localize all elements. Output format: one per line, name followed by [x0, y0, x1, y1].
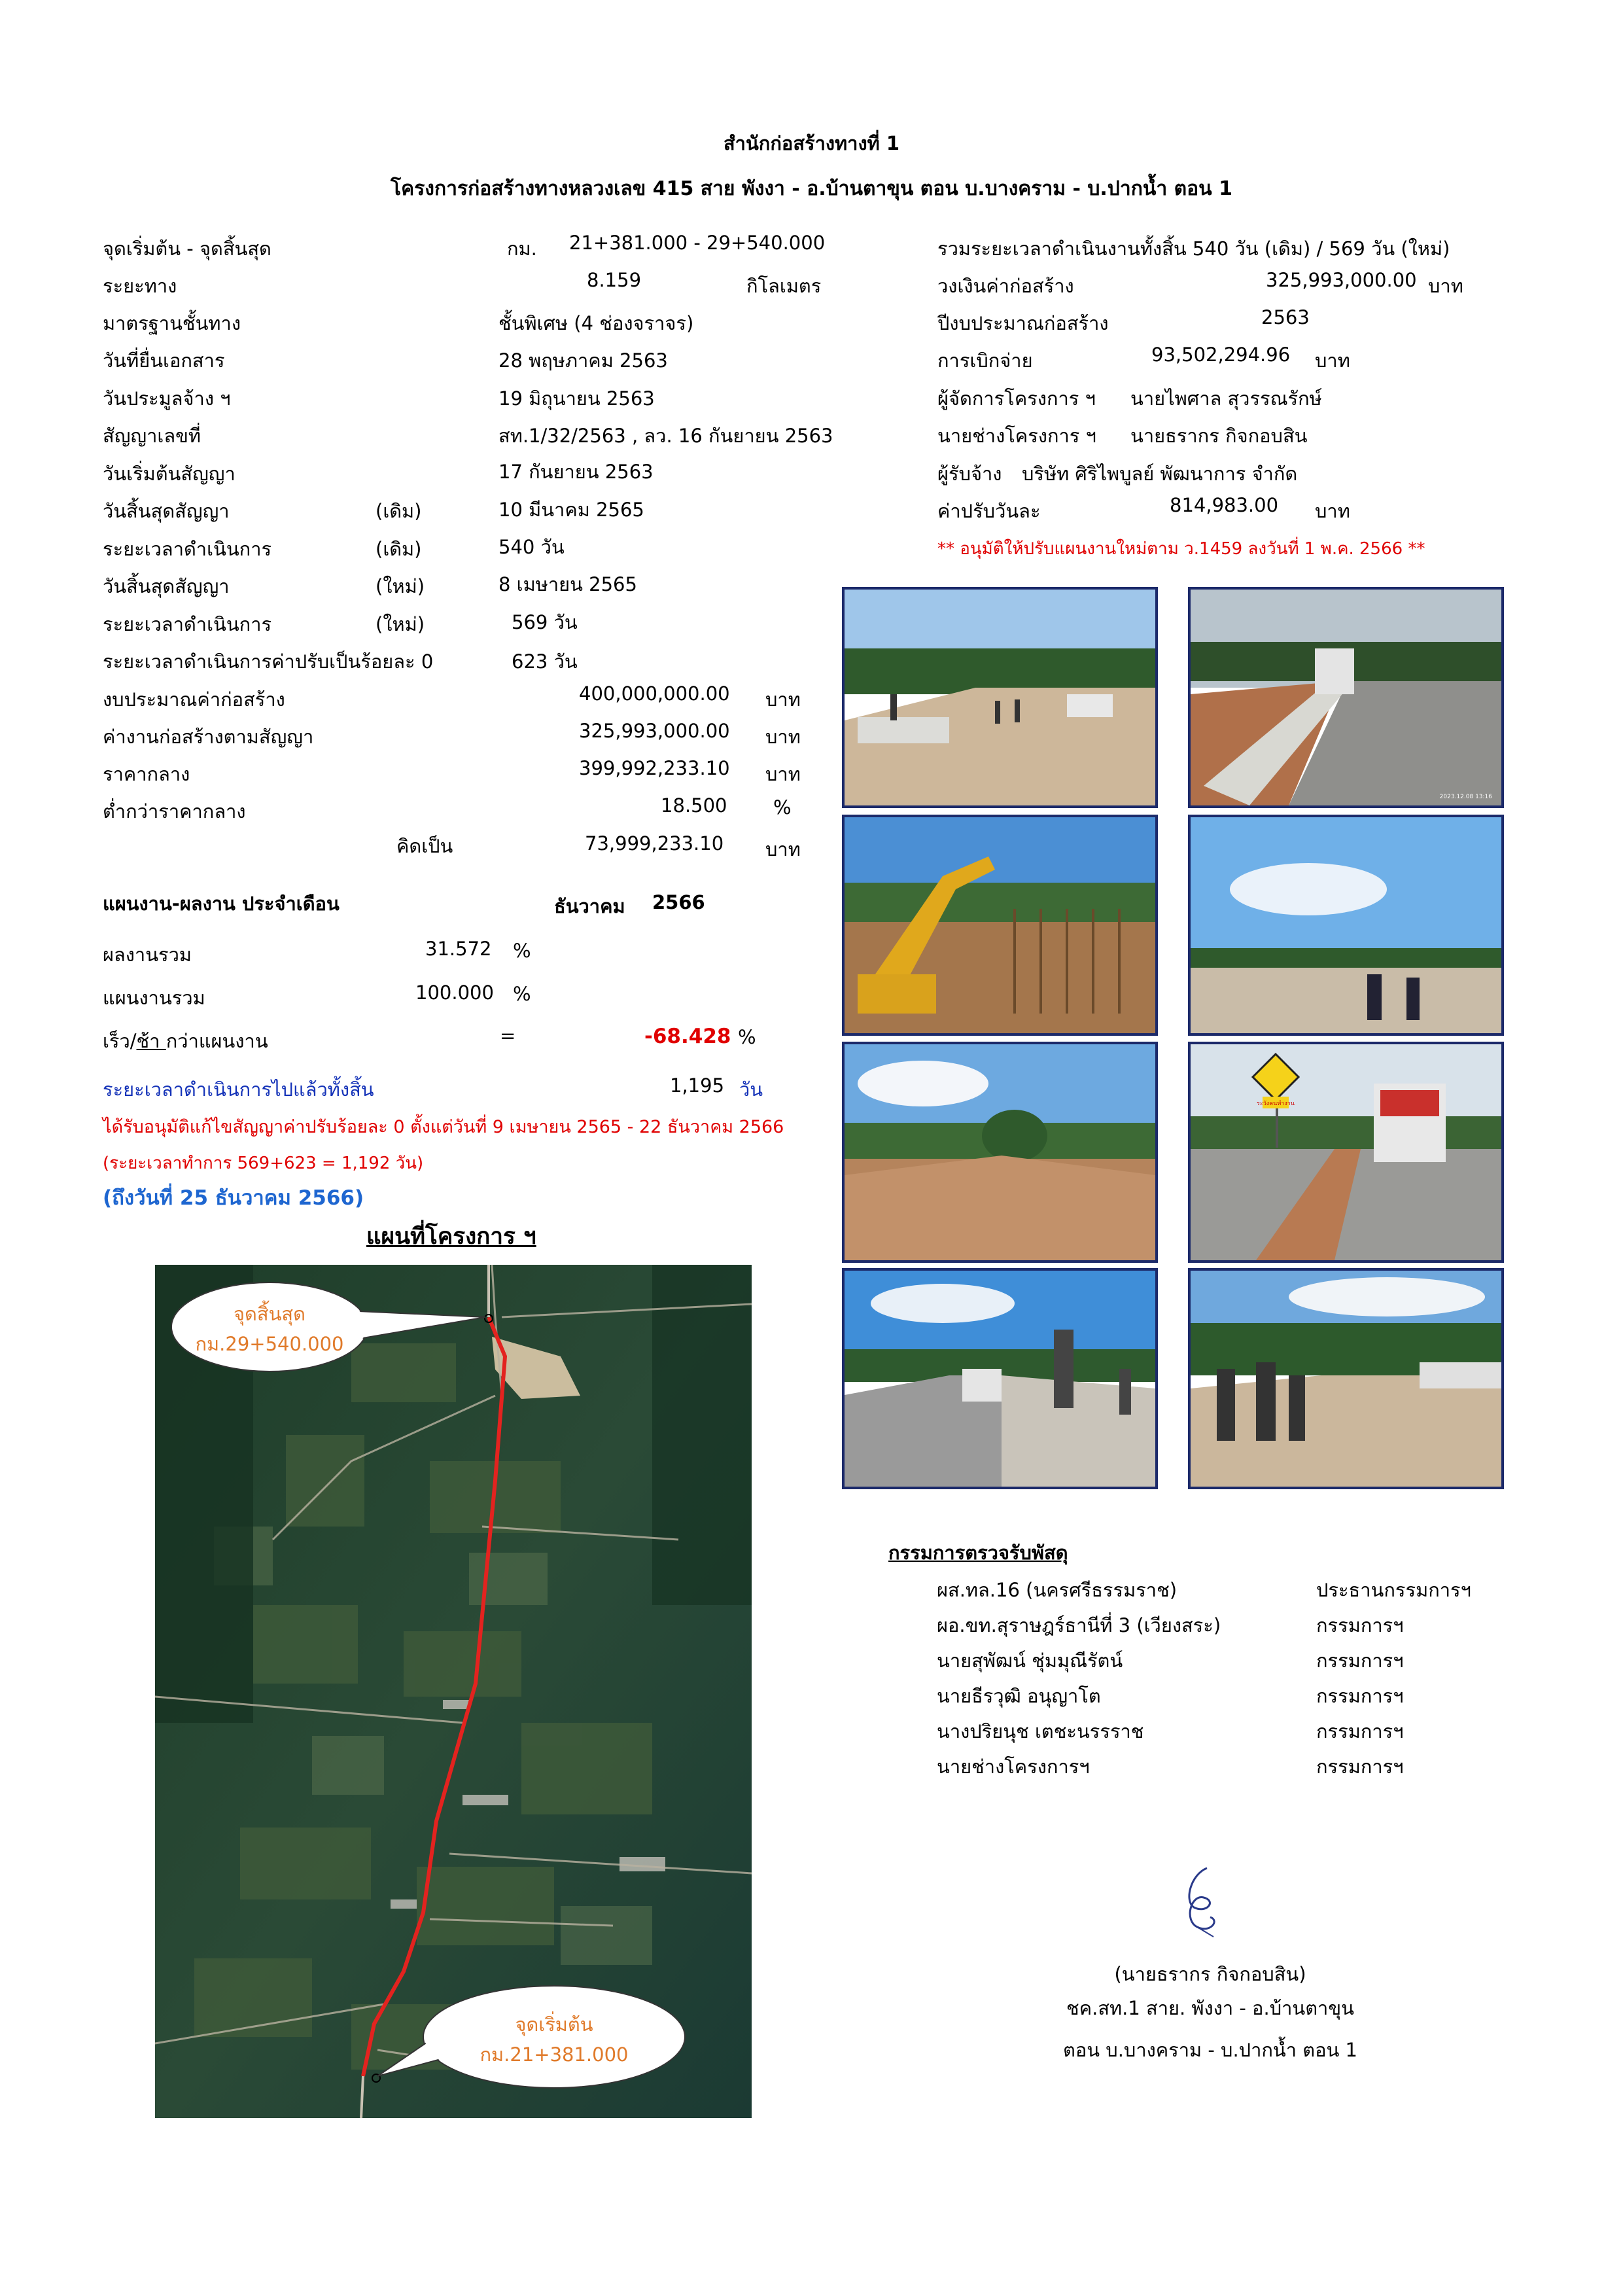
distance-label: ระยะทาง	[103, 275, 177, 297]
start-point-km: กม.21+381.000	[480, 2043, 629, 2066]
committee-member-name: ผอ.ขท.สุราษฎร์ธานีที่ 3 (เวียงสระ)	[937, 1614, 1221, 1636]
disburse-value: 93,502,294.96	[1151, 344, 1291, 366]
diff-equals: =	[500, 1025, 516, 1047]
old-tag-2: (เดิม)	[375, 538, 422, 560]
median-label: ราคากลาง	[103, 763, 190, 785]
duration-new-value: 569 วัน	[512, 611, 578, 633]
committee-member-role: กรรมการฯ	[1316, 1685, 1404, 1707]
baht-2: บาท	[765, 726, 801, 748]
approval-note: ได้รับอนุมัติแก้ไขสัญญาค่าปรับร้อยละ 0 ตั้งแต่วันที่ 9 เมษายน 2565 - 22 ธันวาคม 2566	[103, 1117, 784, 1137]
project-map	[155, 1265, 752, 2118]
duration-zero-label: ระยะเวลาดำเนินการค่าปรับเป็นร้อยละ 0	[103, 650, 434, 673]
site-photo-4	[1188, 815, 1504, 1036]
duration-old-value: 540 วัน	[498, 536, 565, 558]
elapsed-value: 1,195	[670, 1074, 725, 1097]
plan-percent: %	[513, 983, 531, 1005]
signatory-name: (นายธรากร กิจกอบสิน)	[1114, 1963, 1306, 1985]
diff-label-fast: เร็ว/	[103, 1030, 137, 1052]
submit-value: 28 พฤษภาคม 2563	[498, 349, 668, 372]
start-point-callout	[423, 2009, 685, 2070]
plan-value: 100.000	[415, 981, 494, 1004]
approval-calc: (ระยะเวลาทำการ 569+623 = 1,192 วัน)	[103, 1154, 424, 1173]
standard-label: มาตรฐานชั้นทาง	[103, 312, 241, 334]
elapsed-label: ระยะเวลาดำเนินการไปแล้วทั้งสิ้น	[103, 1078, 374, 1101]
duration-new-label: ระยะเวลาดำเนินการ	[103, 613, 272, 635]
contractor-value: บริษัท ศิริไพบูลย์ พัฒนาการ จำกัด	[1022, 463, 1298, 485]
disburse-label: การเบิกจ่าย	[937, 349, 1033, 372]
right-budget-label: วงเงินค่าก่อสร้าง	[937, 275, 1074, 297]
startend-label: จุดเริ่มต้น - จุดสิ้นสุด	[103, 238, 271, 260]
end-point-label: จุดสิ้นสุด	[234, 1303, 305, 1325]
distance-value: 8.159	[587, 269, 642, 291]
photo-timestamp: 2023.12.08 13:16	[1439, 794, 1492, 800]
committee-title: กรรมการตรวจรับพัสดุ	[888, 1542, 1068, 1564]
contract-start-label: วันเริ่มต้นสัญญา	[103, 463, 236, 485]
baht-3: บาท	[765, 763, 801, 785]
committee-member-role: กรรมการฯ	[1316, 1614, 1404, 1636]
right-baht-2: บาท	[1315, 349, 1350, 372]
committee-member-role: กรรมการฯ	[1316, 1720, 1404, 1742]
diff-label-slow: ช้า	[136, 1030, 166, 1052]
plan-adjust-note: ** อนุมัติให้ปรับแผนงานใหม่ตาม ว.1459 ลงวันที่ 1 พ.ค. 2566 **	[937, 539, 1425, 559]
right-baht-3: บาท	[1315, 500, 1350, 522]
km-prefix: กม.	[507, 238, 537, 260]
contractor-label: ผู้รับจ้าง	[937, 463, 1002, 485]
site-photo-6	[1188, 1042, 1504, 1263]
plan-label: แผนงานรวม	[103, 987, 205, 1009]
actual-label: ผลงานรวม	[103, 944, 192, 966]
total-duration: รวมระยะเวลาดำเนินงานทั้งสิ้น 540 วัน (เดิม) / 569 วัน (ใหม่)	[937, 238, 1450, 260]
fiscal-value: 2563	[1261, 306, 1310, 328]
committee-member-name: นายช่างโครงการฯ	[937, 1756, 1090, 1778]
committee-member-name: นางปริยนุช เตชะนรรราช	[937, 1720, 1144, 1742]
right-baht-1: บาท	[1428, 275, 1463, 297]
site-photo-2	[1188, 587, 1504, 808]
equals-label: คิดเป็น	[396, 835, 453, 857]
engineer-label: นายช่างโครงการ ฯ	[937, 425, 1096, 447]
contract-value: สท.1/32/2563 , ลว. 16 กันยายน 2563	[498, 425, 833, 447]
start-point-label: จุดเริ่มต้น	[515, 2013, 593, 2036]
signatory-section: ตอน บ.บางคราม - บ.ปากน้ำ ตอน 1	[1063, 2039, 1357, 2061]
duration-old-label: ระยะเวลาดำเนินการ	[103, 538, 272, 560]
diff-label	[103, 1026, 268, 1056]
baht-4: บาท	[765, 838, 801, 860]
below-median-label: ต่ำกว่าราคากลาง	[103, 800, 246, 822]
signature-image	[1171, 1862, 1230, 1947]
right-budget-value: 325,993,000.00	[1266, 269, 1417, 291]
actual-percent: %	[513, 940, 531, 962]
end-point-callout	[171, 1299, 368, 1359]
standard-value: ชั้นพิเศษ (4 ช่องจราจร)	[498, 312, 694, 334]
actual-value: 31.572	[425, 938, 492, 960]
signatory-position: ชค.สท.1 สาย. พังงา - อ.บ้านตาขุน	[1066, 1997, 1354, 2019]
contract-end-new-value: 8 เมษายน 2565	[498, 573, 637, 595]
percent-1: %	[773, 796, 792, 819]
diff-label-plan: กว่าแผนงาน	[166, 1030, 268, 1052]
distance-unit: กิโลเมตร	[746, 275, 822, 297]
auction-value: 19 มิถุนายน 2563	[498, 387, 655, 410]
committee-member-name: ผส.ทล.16 (นครศรีธรรมราช)	[937, 1579, 1178, 1601]
warning-sign-text: ระวังคนทำงาน	[1257, 1101, 1295, 1107]
site-photo-7	[842, 1268, 1158, 1489]
progress-title: แผนงาน-ผลงาน ประจำเดือน	[103, 892, 340, 915]
fiscal-label: ปีงบประมาณก่อสร้าง	[937, 312, 1109, 334]
budget-label: งบประมาณค่าก่อสร้าง	[103, 688, 285, 711]
auction-label: วันประมูลจ้าง ฯ	[103, 387, 231, 410]
below-median-value: 18.500	[661, 794, 727, 817]
old-tag: (เดิม)	[375, 500, 422, 522]
budget-value: 400,000,000.00	[579, 682, 730, 705]
office-title: สำนักก่อสร้างทางที่ 1	[723, 132, 899, 154]
contract-start-value: 17 กันยายน 2563	[498, 461, 654, 483]
median-value: 399,992,233.10	[579, 757, 730, 779]
new-tag: (ใหม่)	[375, 575, 425, 597]
progress-year: 2566	[652, 891, 705, 913]
baht-1: บาท	[765, 688, 801, 711]
committee-member-role: ประธานกรรมการฯ	[1316, 1579, 1471, 1601]
site-photo-5	[842, 1042, 1158, 1263]
progress-month: ธันวาคม	[554, 895, 625, 917]
site-photo-1	[842, 587, 1158, 808]
as-of-date: (ถึงวันที่ 25 ธันวาคม 2566)	[103, 1186, 364, 1210]
manager-label: ผู้จัดการโครงการ ฯ	[937, 387, 1096, 410]
project-title: โครงการก่อสร้างทางหลวงเลข 415 สาย พังงา - อ.บ้านตาขุน ตอน บ.บางคราม - บ.ปากน้ำ ตอน 1	[391, 177, 1232, 200]
committee-member-role: กรรมการฯ	[1316, 1756, 1404, 1778]
new-tag-2: (ใหม่)	[375, 613, 425, 635]
contract-end-old-label: วันสิ้นสุดสัญญา	[103, 500, 230, 522]
submit-label: วันที่ยื่นเอกสาร	[103, 349, 225, 372]
engineer-value: นายธรากร กิจกอบสิน	[1130, 425, 1308, 447]
site-photo-3	[842, 815, 1158, 1036]
diff-value: -68.428	[644, 1025, 731, 1048]
penalty-label: ค่าปรับวันละ	[937, 500, 1041, 522]
contract-label: สัญญาเลขที่	[103, 425, 201, 447]
duration-zero-value: 623 วัน	[512, 650, 578, 673]
penalty-value: 814,983.00	[1170, 494, 1279, 516]
elapsed-unit: วัน	[739, 1078, 763, 1101]
contract-end-new-label: วันสิ้นสุดสัญญา	[103, 575, 230, 597]
satellite-map-image	[155, 1265, 752, 2118]
committee-member-name: นายธีรวุฒิ อนุญาโต	[937, 1685, 1101, 1707]
committee-member-name: นายสุพัฒน์ ชุ่มมุณีรัตน์	[937, 1650, 1123, 1672]
diff-percent: %	[738, 1026, 756, 1048]
manager-value: นายไพศาล สุวรรณรักษ์	[1130, 387, 1322, 410]
committee-member-role: กรรมการฯ	[1316, 1650, 1404, 1672]
equals-value: 73,999,233.10	[585, 832, 724, 855]
end-point-km: กม.29+540.000	[195, 1333, 344, 1355]
startend-value: 21+381.000 - 29+540.000	[569, 232, 826, 254]
map-title: แผนที่โครงการ ฯ	[366, 1224, 536, 1250]
contract-end-old-value: 10 มีนาคม 2565	[498, 499, 644, 521]
contract-cost-label: ค่างานก่อสร้างตามสัญญา	[103, 726, 314, 748]
contract-cost-value: 325,993,000.00	[579, 720, 730, 742]
site-photo-8	[1188, 1268, 1504, 1489]
